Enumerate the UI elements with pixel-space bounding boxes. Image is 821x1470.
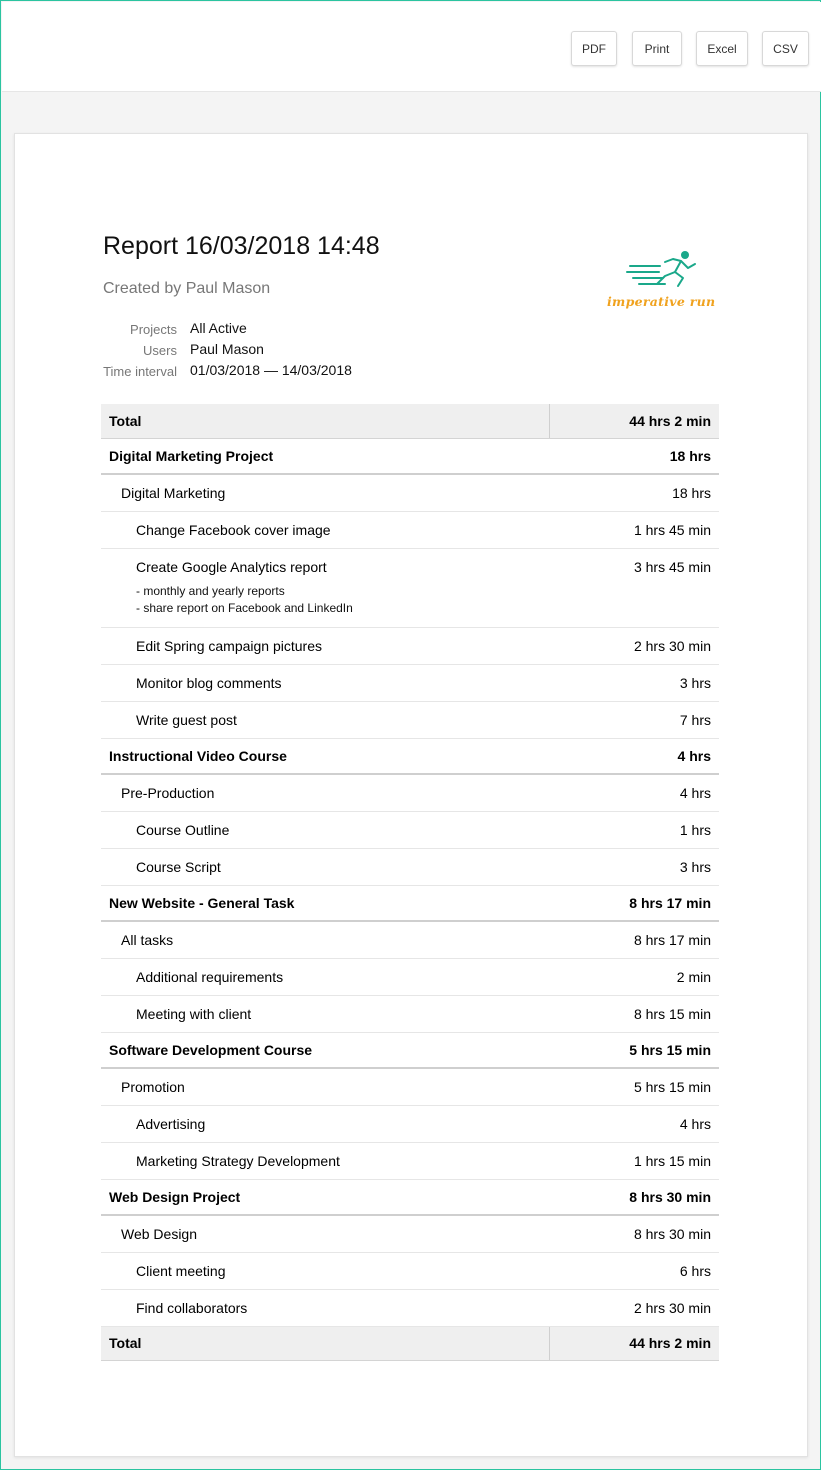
filter-label: Users [143, 343, 177, 358]
task-row [101, 1105, 719, 1142]
task-row [101, 701, 719, 738]
total-time: 44 hrs 2 min [549, 1326, 719, 1360]
csv-export-button[interactable]: CSV [762, 31, 809, 66]
task-row [101, 664, 719, 701]
group-label: Digital Marketing [121, 484, 226, 501]
group-label: Promotion [121, 1078, 185, 1095]
total-label: Total [101, 404, 549, 438]
project-row [101, 1179, 719, 1215]
group-name [101, 474, 549, 511]
task-time: 4 hrs [549, 1105, 719, 1142]
task-label: Marketing Strategy Development [136, 1152, 340, 1169]
report-title: Report 16/03/2018 14:48 [103, 232, 380, 260]
task-name [101, 811, 549, 848]
report-author: Created by Paul Mason [103, 280, 271, 297]
group-row [101, 1068, 719, 1105]
logo-wordmark: imperative run [607, 294, 716, 309]
task-time: 3 hrs 45 min [549, 548, 719, 627]
task-name [101, 701, 549, 738]
project-row [101, 1032, 719, 1068]
project-name [101, 1032, 549, 1068]
task-name [101, 958, 549, 995]
project-name [101, 438, 549, 474]
project-name [101, 1179, 549, 1215]
project-label: Software Development Course [109, 1041, 313, 1058]
task-row [101, 627, 719, 664]
project-time: 8 hrs 17 min [549, 885, 719, 921]
project-row [101, 885, 719, 921]
task-label: Create Google Analytics report [136, 558, 327, 575]
task-row [101, 511, 719, 548]
filter-value: All Active [190, 320, 247, 336]
excel-export-button[interactable]: Excel [696, 31, 748, 66]
task-label: Monitor blog comments [136, 674, 282, 691]
export-toolbar [2, 2, 821, 92]
task-label: Client meeting [136, 1262, 226, 1279]
task-name [101, 1252, 549, 1289]
task-time: 2 hrs 30 min [549, 1289, 719, 1326]
task-time: 3 hrs [549, 848, 719, 885]
group-time: 8 hrs 30 min [549, 1215, 719, 1252]
group-time: 18 hrs [549, 474, 719, 511]
project-row [101, 438, 719, 474]
project-label: Web Design Project [109, 1188, 241, 1205]
task-row [101, 811, 719, 848]
group-label: Web Design [121, 1225, 198, 1242]
task-note-line: - share report on Facebook and LinkedIn [136, 600, 353, 615]
task-name [101, 1142, 549, 1179]
group-name [101, 1068, 549, 1105]
group-time: 8 hrs 17 min [549, 921, 719, 958]
task-label: Course Outline [136, 821, 230, 838]
project-label: New Website - General Task [109, 894, 295, 911]
task-notes [136, 583, 541, 617]
task-label: Course Script [136, 858, 221, 875]
total-label: Total [101, 1326, 549, 1360]
task-time: 1 hrs 15 min [549, 1142, 719, 1179]
filter-value: Paul Mason [190, 341, 264, 357]
project-name [101, 738, 549, 774]
task-name [101, 548, 549, 627]
task-time: 1 hrs [549, 811, 719, 848]
task-label: Write guest post [136, 711, 237, 728]
task-row [101, 848, 719, 885]
project-time: 18 hrs [549, 438, 719, 474]
project-row [101, 738, 719, 774]
task-label: Meeting with client [136, 1005, 252, 1022]
task-time: 8 hrs 15 min [549, 995, 719, 1032]
task-note-line: - monthly and yearly reports [136, 583, 285, 598]
total-row-top [101, 404, 719, 438]
print-button[interactable]: Print [632, 31, 682, 66]
task-row [101, 995, 719, 1032]
task-name [101, 1289, 549, 1326]
group-row [101, 1215, 719, 1252]
task-time: 6 hrs [549, 1252, 719, 1289]
group-row [101, 474, 719, 511]
filter-value: 01/03/2018 — 14/03/2018 [190, 362, 352, 378]
task-name [101, 664, 549, 701]
task-label: Edit Spring campaign pictures [136, 637, 322, 654]
task-time: 3 hrs [549, 664, 719, 701]
task-row [101, 958, 719, 995]
task-name [101, 995, 549, 1032]
task-row [101, 1289, 719, 1326]
total-row-bottom [101, 1326, 719, 1360]
project-time: 4 hrs [549, 738, 719, 774]
group-label: Pre-Production [121, 784, 215, 801]
group-label: All tasks [121, 931, 174, 948]
task-name [101, 848, 549, 885]
project-name [101, 885, 549, 921]
task-label: Change Facebook cover image [136, 521, 331, 538]
group-name [101, 921, 549, 958]
filter-label: Projects [130, 322, 177, 337]
task-time: 2 min [549, 958, 719, 995]
task-time: 2 hrs 30 min [549, 627, 719, 664]
task-label: Find collaborators [136, 1299, 248, 1316]
pdf-export-button[interactable]: PDF [571, 31, 617, 66]
group-row [101, 774, 719, 811]
group-time: 5 hrs 15 min [549, 1068, 719, 1105]
project-label: Digital Marketing Project [109, 447, 274, 464]
group-time: 4 hrs [549, 774, 719, 811]
group-row [101, 921, 719, 958]
task-row [101, 1142, 719, 1179]
time-report-table [101, 404, 719, 1361]
task-time: 1 hrs 45 min [549, 511, 719, 548]
group-name [101, 1215, 549, 1252]
task-label: Additional requirements [136, 968, 284, 985]
project-time: 5 hrs 15 min [549, 1032, 719, 1068]
task-row [101, 548, 719, 627]
task-time: 7 hrs [549, 701, 719, 738]
task-row [101, 1252, 719, 1289]
project-time: 8 hrs 30 min [549, 1179, 719, 1215]
project-label: Instructional Video Course [109, 747, 287, 764]
task-name [101, 511, 549, 548]
task-label: Advertising [136, 1115, 206, 1132]
total-time: 44 hrs 2 min [549, 404, 719, 438]
task-name [101, 627, 549, 664]
filter-label: Time interval [103, 364, 177, 379]
group-name [101, 774, 549, 811]
task-name [101, 1105, 549, 1142]
